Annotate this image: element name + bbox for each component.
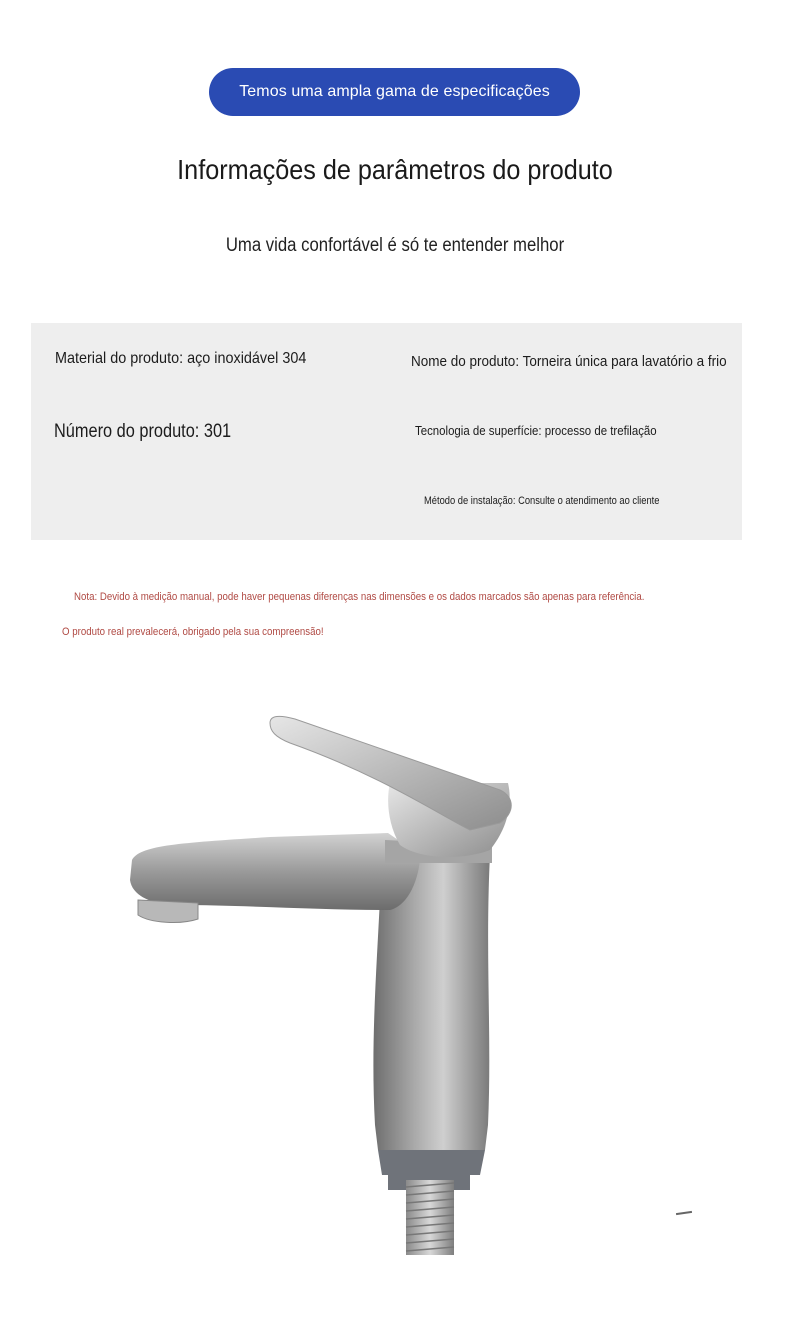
page-subtitle: Uma vida confortável é só te entender melhor [225,235,565,256]
note-line-1: Nota: Devido à medição manual, pode haver pequenas diferenças nas dimensões e os dados marcados são apenas para referência. [74,591,645,603]
page-title: Informações de parâmetros do produto [177,154,613,185]
spec-surface: Tecnologia de superfície: processo de trefilação [415,423,657,438]
note-line-2: O produto real prevalecerá, obrigado pela sua compreensão! [62,626,324,638]
spec-material: Material do produto: aço inoxidável 304 [55,350,307,367]
faucet-icon [120,705,540,1265]
specifications-banner-label: Temos uma ampla gama de especificações [239,83,550,100]
specifications-banner [209,68,580,116]
spec-product-number: Número do produto: 301 [54,421,232,442]
spec-product-name: Nome do produto: Torneira única para lavatório a frio [411,353,727,370]
spec-installation: Método de instalação: Consulte o atendimento ao cliente [424,495,660,507]
stray-mark [676,1211,692,1215]
